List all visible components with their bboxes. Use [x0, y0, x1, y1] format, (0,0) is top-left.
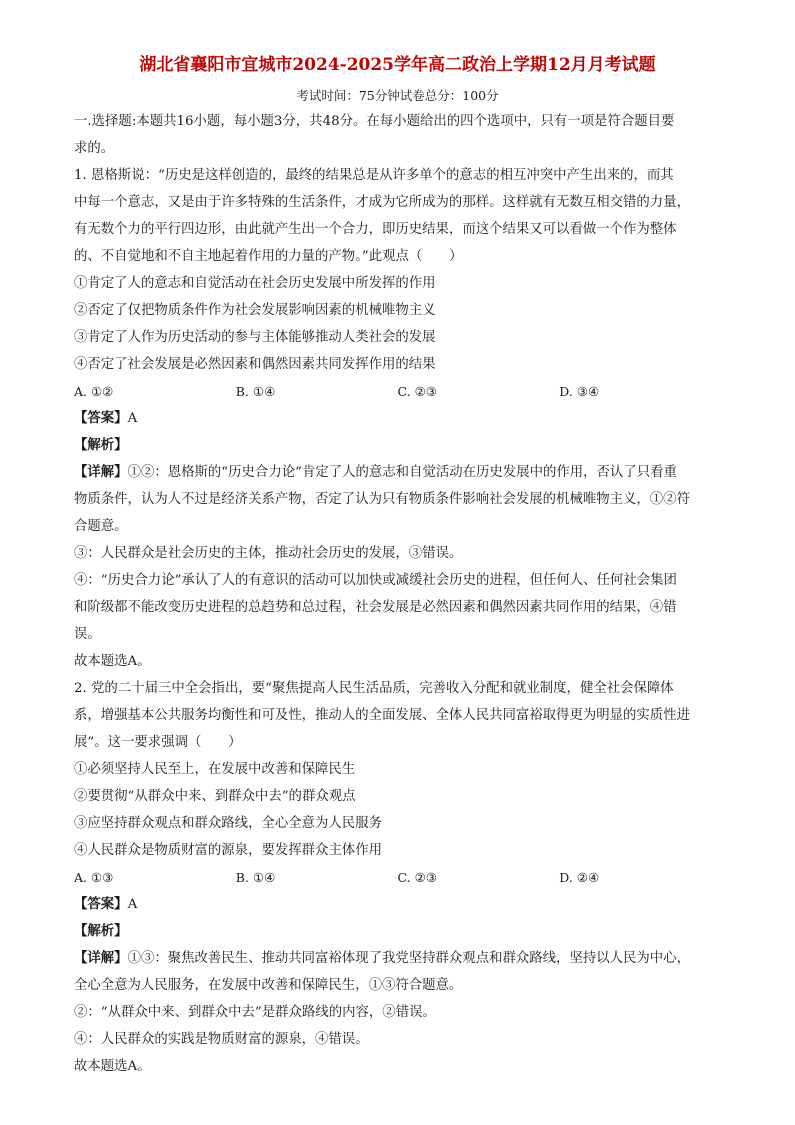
question-stem-line: 有无数个力的平行四边形，由此就产生出一个合力，即历史结果，而这个结果又可以看做一个作为整体: [74, 222, 677, 237]
statement-2: ②要贯彻“从群众中来、到群众中去”的群众观点: [74, 789, 356, 804]
intro-line: 求的。: [74, 141, 115, 156]
question-stem-line: 的、不自觉地和不自主地起着作用的力量的产物。”此观点（ ）: [74, 249, 463, 264]
detail-label: 详解: [87, 464, 115, 480]
statement-3: ③肯定了人作为历史活动的参与主体能够推动人类社会的发展: [74, 330, 436, 345]
question-2: [74, 675, 721, 1080]
detail-text: ①③：聚焦改善民生、推动共同富裕体现了我党坚持群众观点和群众路线，坚持以人民为中心，: [127, 951, 690, 966]
analysis-label: 解析: [87, 923, 115, 939]
answer-value: A: [127, 897, 138, 912]
analysis-heading: 【解析】: [74, 437, 128, 453]
option-b: B. ①④: [235, 870, 276, 885]
question-1: [74, 162, 721, 675]
statement-1: ①肯定了人的意志和自觉活动在社会历史发展中所发挥的作用: [74, 276, 436, 291]
detail-line: 故本题选A。: [74, 1059, 151, 1074]
detail-text: ①②：恩格斯的“历史合力论”肯定了人的意志和自觉活动在历史发展中的作用，否认了只看重: [127, 465, 677, 480]
statement-4: ④否定了社会发展是必然因素和偶然因素共同发挥作用的结果: [74, 357, 436, 372]
option-b: B. ①④: [235, 384, 276, 399]
question-stem-line: 中每一个意志，又是由于许多特殊的生活条件，才成为它所成为的那样。这样就有无数互相交错的力量，: [74, 195, 690, 210]
answer-value: A: [127, 411, 138, 426]
answer-line: 【答案】A: [74, 410, 138, 426]
question-stem-line: 展”。这一要求强调（ ）: [74, 735, 242, 750]
statement-1: ①必须坚持人民至上，在发展中改善和保障民生: [74, 762, 356, 777]
document-title: 湖北省襄阳市宜城市2024-2025学年高二政治上学期12月月考试题: [139, 55, 656, 75]
option-c: C. ②③: [397, 384, 437, 399]
detail-line: 合题意。: [74, 519, 128, 534]
detail-line: 和阶级都不能改变历史进程的总趋势和总过程，社会发展是必然因素和偶然因素共同作用的结果，④错: [74, 600, 677, 615]
detail-line: 全心全意为人民服务，在发展中改善和保障民生，①③符合题意。: [74, 978, 463, 993]
detail-label: 详解: [87, 950, 115, 966]
analysis-label: 解析: [87, 437, 115, 453]
question-stem-line: 系，增强基本公共服务均衡性和可及性，推动人的全面发展、全体人民共同富裕取得更为明显的实质性进: [74, 708, 690, 723]
section-intro: [74, 108, 721, 162]
detail-line: 【详解】①③：聚焦改善民生、推动共同富裕体现了我党坚持群众观点和群众路线，坚持以人民为中心，: [74, 950, 690, 966]
statement-3: ③应坚持群众观点和群众路线，全心全意为人民服务: [74, 816, 382, 831]
answer-options: [74, 864, 721, 891]
analysis-heading: 【解析】: [74, 923, 128, 939]
option-c: C. ②③: [397, 870, 437, 885]
detail-line: 故本题选A。: [74, 654, 151, 669]
detail-line: 误。: [74, 627, 101, 642]
detail-line: ④：“历史合力论”承认了人的有意识的活动可以加快或减缓社会历史的进程，但任何人、任何社会集团: [74, 573, 677, 588]
statement-2: ②否定了仅把物质条件作为社会发展影响因素的机械唯物主义: [74, 303, 436, 318]
question-stem-line: 1. 恩格斯说：“历史是这样创造的，最终的结果总是从许多单个的意志的相互冲突中产生出来的，而其: [74, 168, 674, 183]
answer-label: 答案: [87, 410, 115, 426]
option-a: A. ①②: [74, 384, 114, 399]
question-stem-line: 2. 党的二十届三中全会指出，要“聚焦提高人民生活品质，完善收入分配和就业制度，健全社会保障体: [74, 681, 674, 696]
detail-line: ④：人民群众的实践是物质财富的源泉，④错误。: [74, 1032, 369, 1047]
detail-line: ③：人民群众是社会历史的主体，推动社会历史的发展，③错误。: [74, 546, 463, 561]
answer-line: 【答案】A: [74, 896, 138, 912]
option-d: D. ②④: [559, 870, 600, 885]
detail-line: ②：“从群众中来、到群众中去”是群众路线的内容，②错误。: [74, 1005, 436, 1020]
intro-line: 一.选择题:本题共16小题，每小题3分，共48分。在每小题给出的四个选项中，只有一项是符合题目要: [74, 114, 675, 129]
option-d: D. ③④: [559, 384, 600, 399]
option-a: A. ①③: [74, 870, 114, 885]
answer-options: [74, 378, 721, 405]
answer-label: 答案: [87, 896, 115, 912]
exam-info: 考试时间：75分钟试卷总分：100分: [296, 88, 499, 103]
statement-4: ④人民群众是物质财富的源泉，要发挥群众主体作用: [74, 843, 382, 858]
detail-line: 物质条件，认为人不过是经济关系产物，否定了认为只有物质条件影响社会发展的机械唯物主义，①②符: [74, 492, 690, 507]
detail-line: 【详解】①②：恩格斯的“历史合力论”肯定了人的意志和自觉活动在历史发展中的作用，否认了只看重: [74, 464, 677, 480]
